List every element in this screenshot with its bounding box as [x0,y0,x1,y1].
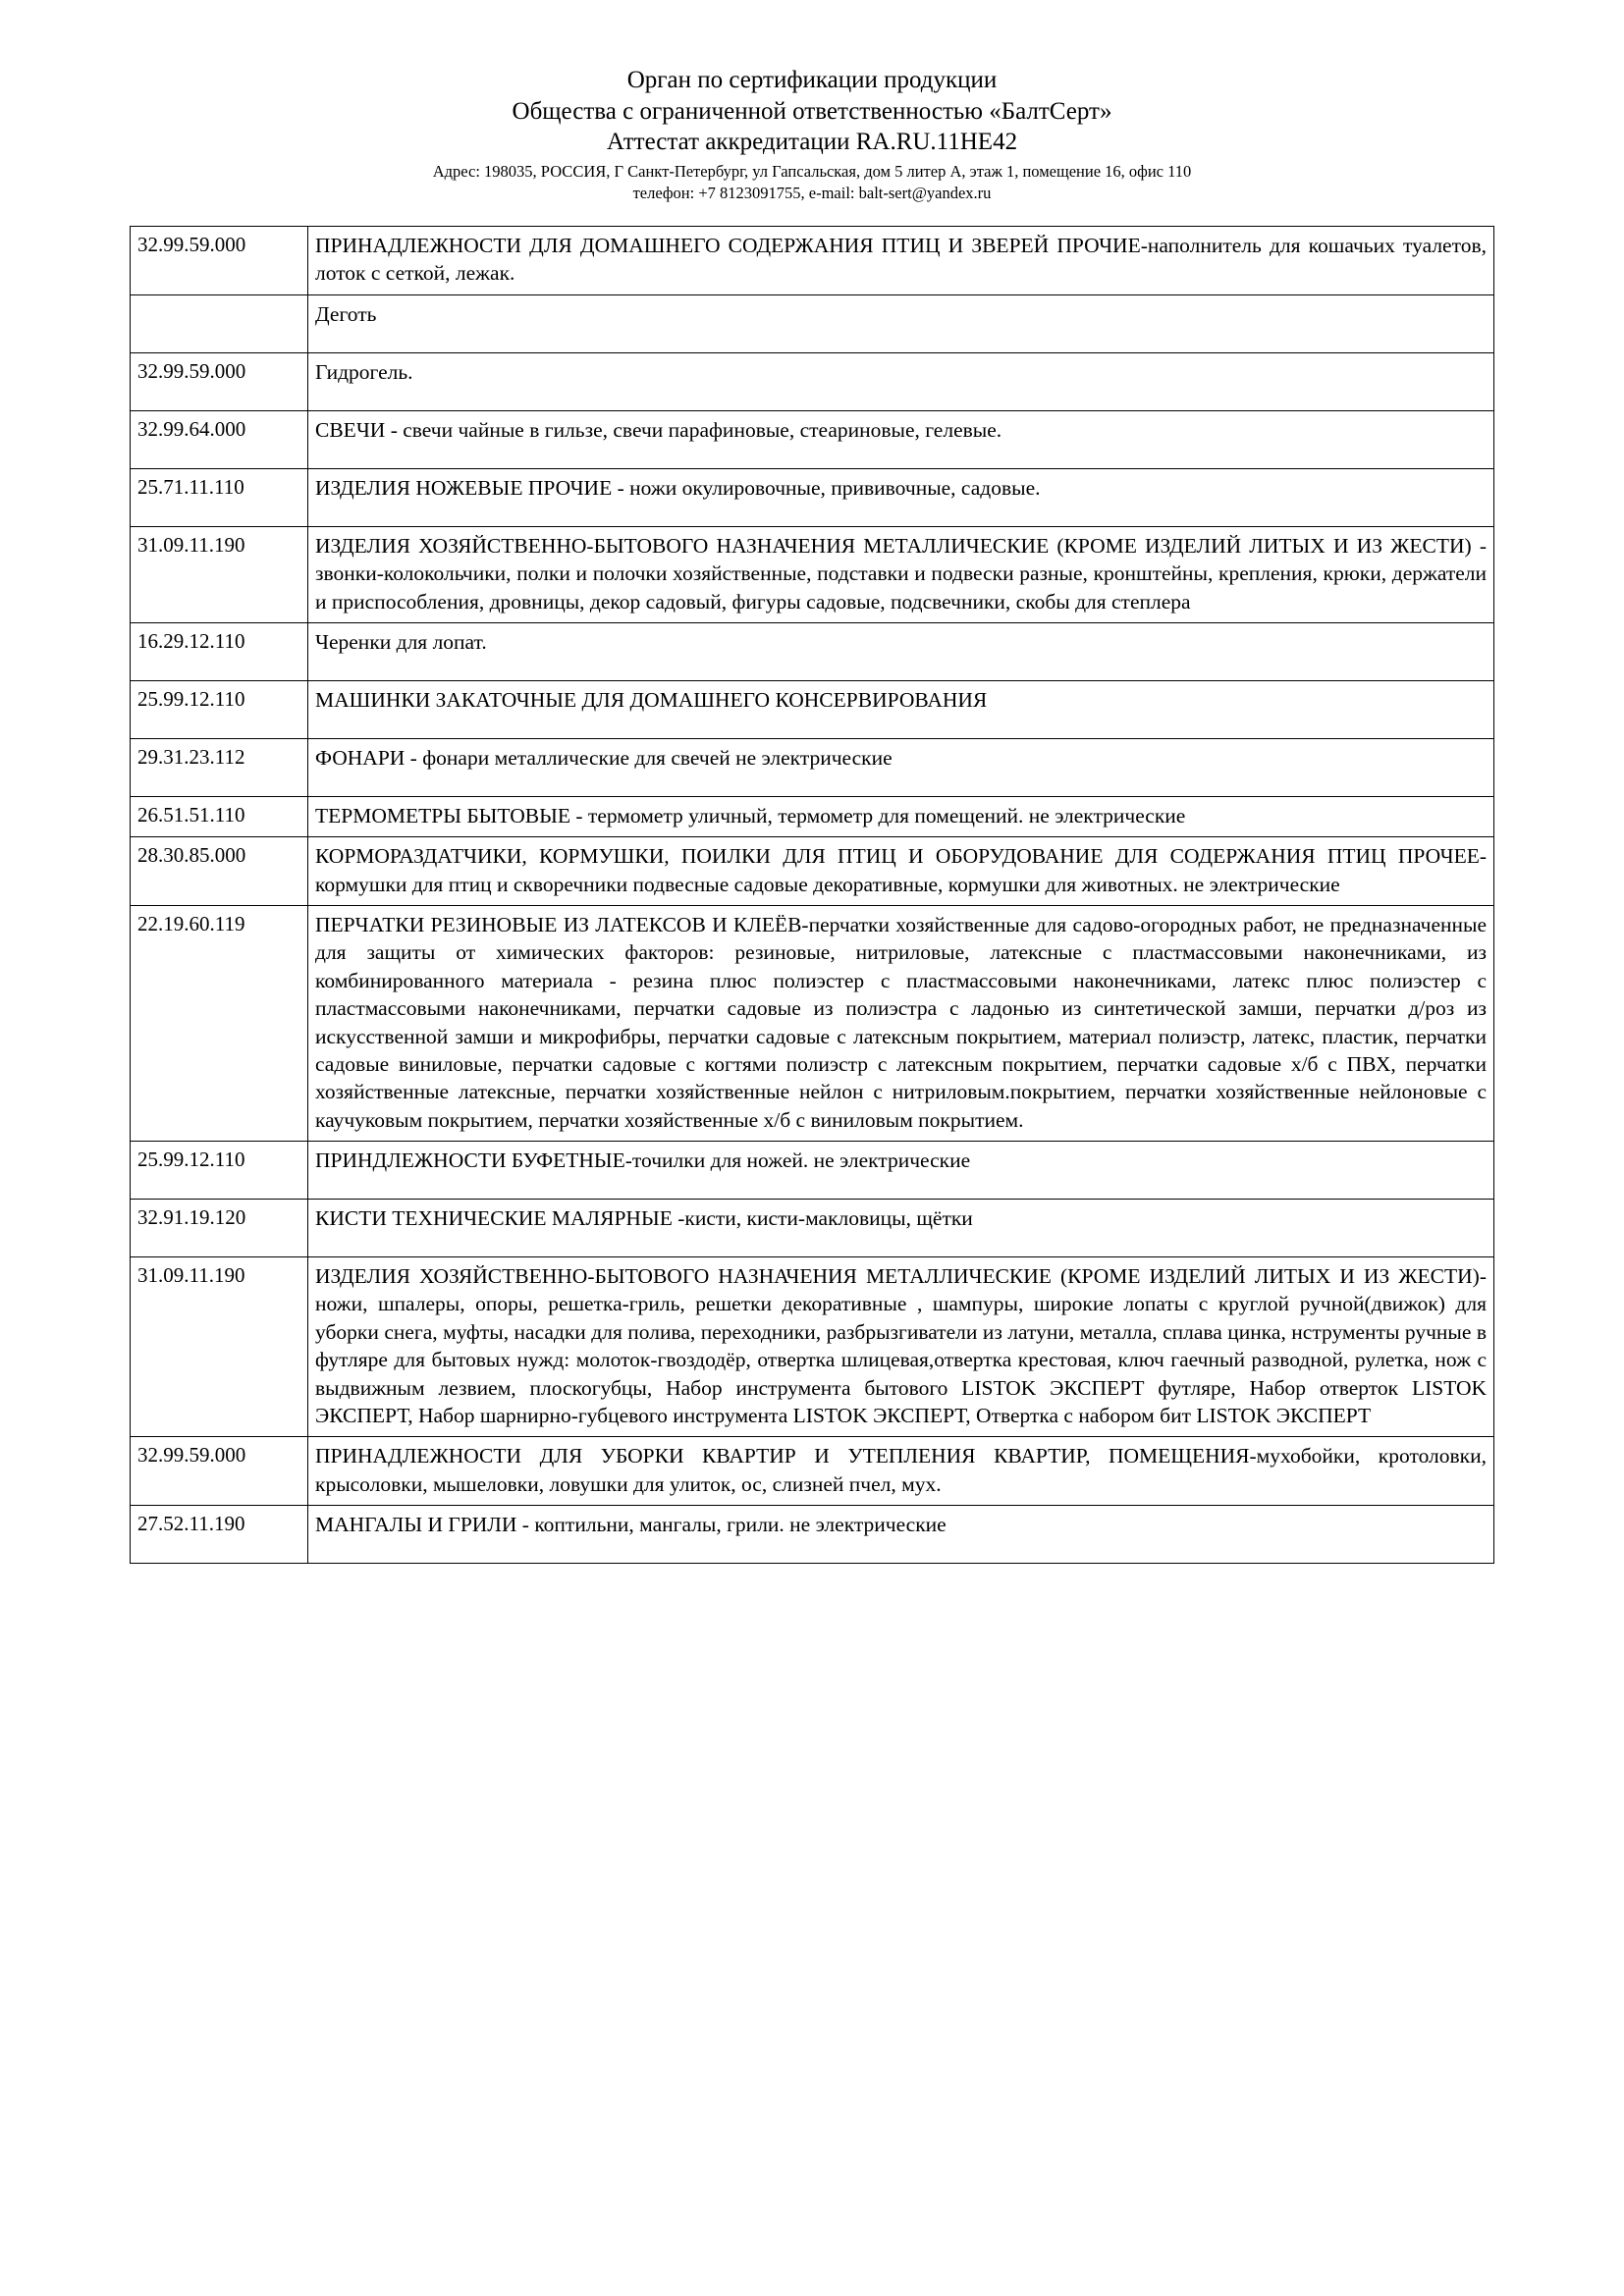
products-table-body [131,227,1494,1564]
table-row [131,1506,1494,1564]
row-description: КОРМОРАЗДАТЧИКИ, КОРМУШКИ, ПОИЛКИ ДЛЯ ПТИЦ И ОБОРУДОВАНИЕ ДЛЯ СОДЕРЖАНИЯ ПТИЦ ПРОЧЕЕ-кормушки для птиц и скворечники подвесные садовые декоративные, кормушки для животных. не электрические [308,837,1494,906]
row-code: 31.09.11.190 [131,1257,308,1437]
products-table [130,226,1494,1564]
row-description: ПЕРЧАТКИ РЕЗИНОВЫЕ ИЗ ЛАТЕКСОВ И КЛЕЁВ-перчатки хозяйственные для садово-огородных работ, не предназначенные для защиты от химических факторов: резиновые, нитриловые, латексные с пластмассовыми наконечниками, из комбинированного материала - резина плюс полиэстер с пластмассовыми наконечниками, латекс плюс полиэстер с пластмассовыми наконечниками, перчатки садовые из полиэстра с ладонью из синтетической замши, перчатки д/роз из искусственной замши и микрофибры, перчатки садовые с латексным покрытием, материал полиэстр, латекс, пластик, перчатки садовые виниловые, перчатки садовые с когтями полиэстр с латексным покрытием, перчатки садовые х/б с ПВХ, перчатки хозяйственные латексные, перчатки хозяйственные нейлон с нитриловым.покрытием, перчатки хозяйственные нейлоновые с каучуковым покрытием, перчатки хозяйственные х/б с виниловым покрытием. [308,906,1494,1142]
row-code: 32.99.59.000 [131,352,308,410]
row-description: ПРИНДЛЕЖНОСТИ БУФЕТНЫЕ-точилки для ножей. не электрические [308,1142,1494,1200]
row-description: ФОНАРИ - фонари металлические для свечей не электрические [308,738,1494,796]
row-description: ИЗДЕЛИЯ ХОЗЯЙСТВЕННО-БЫТОВОГО НАЗНАЧЕНИЯ МЕТАЛЛИЧЕСКИЕ (КРОМЕ ИЗДЕЛИЙ ЛИТЫХ И ИЗ ЖЕСТИ) - звонки-колокольчики, полки и полочки хозяйственные, подставки и подвески разные, кронштейны, крепления, крюки, держатели и приспособления, дровницы, декор садовый, фигуры садовые, подсвечники, скобы для степлера [308,526,1494,622]
table-row [131,1257,1494,1437]
header-line-organization: Орган по сертификации продукции [626,67,998,93]
row-description: Черенки для лопат. [308,622,1494,680]
row-code: 22.19.60.119 [131,906,308,1142]
row-code: 26.51.51.110 [131,796,308,836]
row-description: СВЕЧИ - свечи чайные в гильзе, свечи парафиновые, стеариновые, гелевые. [308,410,1494,468]
table-row [131,227,1494,295]
table-row [131,796,1494,836]
table-row [131,680,1494,738]
row-code: 31.09.11.190 [131,526,308,622]
header-address: Адрес: 198035, РОССИЯ, Г Санкт-Петербург, ул Гапсальская, дом 5 литер А, этаж 1, помещение 16, офис 110 [432,161,1192,181]
header-line-accreditation: Аттестат аккредитации RA.RU.11НЕ42 [606,129,1018,155]
row-description: МАНГАЛЫ И ГРИЛИ - коптильни, мангалы, грили. не электрические [308,1506,1494,1564]
table-row [131,738,1494,796]
row-description: ИЗДЕЛИЯ ХОЗЯЙСТВЕННО-БЫТОВОГО НАЗНАЧЕНИЯ МЕТАЛЛИЧЕСКИЕ (КРОМЕ ИЗДЕЛИЙ ЛИТЫХ И ИЗ ЖЕСТИ)-ножи, шпалеры, опоры, решетка-гриль, решетки декоративные , шампуры, широкие лопаты с круглой ручной(движок) для уборки снега, муфты, насадки для полива, переходники, разбрызгиватели из латуни, металла, сплава цинка, нструменты ручные в футляре для бытовых нужд: молоток-гвоздодёр, отвертка шлицевая,отвертка крестовая, ключ гаечный разводной, рулетка, нож с выдвижным лезвием, плоскогубцы, Набор инструмента бытового LISTOK ЭКСПЕРТ футляре, Набор отверток LISTOK ЭКСПЕРТ, Набор шарнирно-губцевого инструмента LISTOK ЭКСПЕРТ, Отвертка с набором бит LISTOK ЭКСПЕРТ [308,1257,1494,1437]
row-code: 25.99.12.110 [131,680,308,738]
row-code: 25.99.12.110 [131,1142,308,1200]
table-row [131,837,1494,906]
header-line-company: Общества с ограниченной ответственностью «БалтСерт» [512,97,1112,125]
table-row [131,410,1494,468]
table-row [131,622,1494,680]
row-description: МАШИНКИ ЗАКАТОЧНЫЕ ДЛЯ ДОМАШНЕГО КОНСЕРВИРОВАНИЯ [308,680,1494,738]
row-description: Гидрогель. [308,352,1494,410]
table-row [131,526,1494,622]
row-code: 32.99.59.000 [131,1437,308,1506]
table-row [131,906,1494,1142]
document-header [130,65,1494,204]
row-code: 28.30.85.000 [131,837,308,906]
row-description: КИСТИ ТЕХНИЧЕСКИЕ МАЛЯРНЫЕ -кисти, кисти-макловицы, щётки [308,1200,1494,1257]
header-contacts: телефон: +7 8123091755, e-mail: balt-sert@yandex.ru [632,183,992,202]
row-code: 32.91.19.120 [131,1200,308,1257]
table-row [131,1142,1494,1200]
row-code: 32.99.64.000 [131,410,308,468]
row-description: ПРИНАДЛЕЖНОСТИ ДЛЯ ДОМАШНЕГО СОДЕРЖАНИЯ ПТИЦ И ЗВЕРЕЙ ПРОЧИЕ-наполнитель для кошачьих туалетов, лоток с сеткой, лежак. [308,227,1494,295]
row-code: 27.52.11.190 [131,1506,308,1564]
row-code: 29.31.23.112 [131,738,308,796]
row-description: Деготь [308,294,1494,352]
row-description: ТЕРМОМЕТРЫ БЫТОВЫЕ - термометр уличный, термометр для помещений. не электрические [308,796,1494,836]
table-row [131,294,1494,352]
row-description: ПРИНАДЛЕЖНОСТИ ДЛЯ УБОРКИ КВАРТИР И УТЕПЛЕНИЯ КВАРТИР, ПОМЕЩЕНИЯ-мухобойки, кротоловки, крысоловки, мышеловки, ловушки для улиток, ос, слизней пчел, мух. [308,1437,1494,1506]
row-description: ИЗДЕЛИЯ НОЖЕВЫЕ ПРОЧИЕ - ножи окулировочные, прививочные, садовые. [308,468,1494,526]
row-code [131,294,308,352]
table-row [131,1437,1494,1506]
table-row [131,1200,1494,1257]
row-code: 16.29.12.110 [131,622,308,680]
row-code: 25.71.11.110 [131,468,308,526]
table-row [131,468,1494,526]
row-code: 32.99.59.000 [131,227,308,295]
table-row [131,352,1494,410]
